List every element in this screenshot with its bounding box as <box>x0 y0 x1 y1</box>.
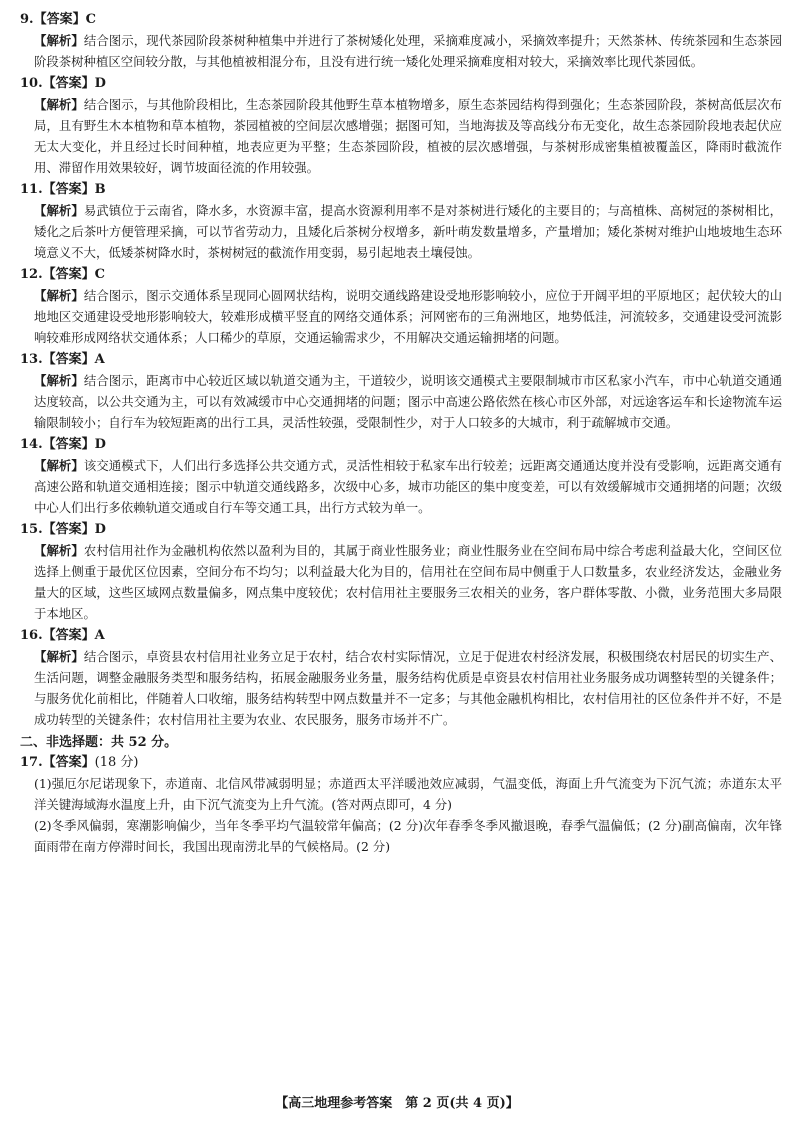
explanation <box>20 94 782 178</box>
question-11 <box>20 180 782 263</box>
page-footer: 【高三地理参考答案 第 2 页(共 4 页)】 <box>275 1096 519 1111</box>
explanation-tag: 【解析】 <box>34 458 84 473</box>
answer-page <box>20 10 782 859</box>
explanation-tag: 【解析】 <box>34 33 84 48</box>
question-12 <box>20 265 782 348</box>
answer-part-2: (2)冬季风偏弱，寒潮影响偏少，当年冬季平均气温较常年偏高；(2 分)次年春季冬季风撤退晚，春季气温偏低；(2 分)副高偏南，次年锋面雨带在南方停滞时间长，我国出现南涝北旱的气候格局。(2 分) <box>34 818 782 854</box>
question-9 <box>20 10 782 72</box>
explanation-text: 农村信用社作为金融机构依然以盈利为目的，其属于商业性服务业；商业性服务业在空间布局中综合考虑利益最大化，空间区位选择上侧重于最优区位因素，空间分布不均匀；以利益最大化为目的，信用社在空间布局中侧重于人口数量多，农业经济发达，金融业务量大的区域，这些区域网点数量偏多，网点集中度较优；农村信用社主要服务三农相关的业务，客户群体零散、小微，业务范围大多局限于本地区。 <box>34 543 783 621</box>
explanation-tag: 【解析】 <box>34 288 84 303</box>
explanation <box>20 455 782 518</box>
answer-line: 12.【答案】C <box>20 267 105 282</box>
explanation-text: 易武镇位于云南省，降水多，水资源丰富，提高水资源利用率不是对茶树进行矮化的主要目的；与高植株、高树冠的茶树相比，矮化之后茶叶方便管理采摘，可以节省劳动力，且矮化后茶树分杈增多，新叶萌发数量增多，产量增加；矮化茶树对维护山地坡地生态环境意义不大，低矮茶树降水时，茶树树冠的截流作用变弱，易引起地表土壤侵蚀。 <box>34 203 783 260</box>
explanation-text: 结合图示，与其他阶段相比，生态茶园阶段其他野生草本植物增多，原生态茶园结构得到强化；生态茶园阶段，茶树高低层次布局，且有野生木本植物和草本植物，茶园植被的空间层次感增强；据图可知，当地海拔及等高线分布无变化，故生态茶园阶段地表起伏应无太大变化，并且经过长时间种植，地表应更为平整；生态茶园阶段，植被的层次感增强，与茶树形成密集植被覆盖区，降雨时截流作用、滞留作用效果较好，调节坡面径流的作用较强。 <box>34 97 783 175</box>
question-14 <box>20 435 782 518</box>
explanation-text: 结合图示，卓资县农村信用社业务立足于农村，结合农村实际情况，立足于促进农村经济发展，积极围绕农村居民的切实生产、生活问题，调整金融服务类型和服务结构，拓展金融服务业务量，服务结构优质是卓资县农村信用社业务服务成功调整转型的关键条件；与服务优化前相比，伴随着人口收缩，服务结构转型中网点数量并不一定多；与其他金融机构相比，农村信用社的区位条件并不好，不是成功转型的关键条件；农村信用社主要为农业、农民服务，服务市场并不广。 <box>34 649 783 727</box>
explanation <box>20 646 782 730</box>
explanation <box>20 30 782 72</box>
question-15 <box>20 520 782 624</box>
answer-line <box>20 753 782 773</box>
explanation-tag: 【解析】 <box>34 373 84 388</box>
answer-line: 9.【答案】C <box>20 12 96 27</box>
explanation-tag: 【解析】 <box>34 649 84 664</box>
section-heading: 二、非选择题：共 52 分。 <box>20 735 178 750</box>
answer-line: 13.【答案】A <box>20 352 105 367</box>
question-10 <box>20 74 782 178</box>
explanation-text: 结合图示，现代茶园阶段茶树种植集中并进行了茶树矮化处理，采摘难度减小，采摘效率提升；天然茶林、传统茶园和生态茶园阶段茶树种植区空间较分散，与其他植被相混分布，且没有进行统一矮化处理采摘难度相对较大，采摘效率比现代茶园低。 <box>34 33 783 69</box>
answer-line: 11.【答案】B <box>20 182 106 197</box>
question-17 <box>20 753 782 857</box>
explanation <box>20 540 782 624</box>
question-13 <box>20 350 782 433</box>
explanation-tag: 【解析】 <box>34 543 84 558</box>
answer-part-1: (1)强厄尔尼诺现象下，赤道南、北信风带减弱明显；赤道西太平洋暖池效应减弱，气温变低，海面上升气流变为下沉气流；赤道东太平洋关键海域海水温度上升，由下沉气流变为上升气流。(答对两点即可，4 分) <box>34 776 782 812</box>
question-16 <box>20 626 782 730</box>
explanation-text: 该交通模式下，人们出行多选择公共交通方式，灵活性相较于私家车出行较差；远距离交通通达度并没有受影响，远距离交通有高速公路和轨道交通相连接；图示中轨道交通线路多，次级中心多，城市功能区的集中度变差，可以有效缓解城市交通拥堵的问题；次级中心人们出行多依赖轨道交通或自行车等交通工具，出行方式较为单一。 <box>34 458 783 515</box>
explanation <box>20 200 782 263</box>
explanation-tag: 【解析】 <box>34 97 84 112</box>
explanation <box>20 370 782 433</box>
answer-line: 15.【答案】D <box>20 522 106 537</box>
explanation-tag: 【解析】 <box>34 203 84 218</box>
answer-label: 17.【答案】 <box>20 755 95 770</box>
explanation <box>20 285 782 348</box>
answer-line: 16.【答案】A <box>20 628 105 643</box>
explanation-text: 结合图示，图示交通体系呈现同心圆网状结构，说明交通线路建设受地形影响较小，应位于开阔平坦的平原地区；起伏较大的山地地区交通建设受地形影响较大，较难形成横平竖直的网络交通体系；河网密布的三角洲地区，地势低洼，河流较多，交通建设受河流影响较难形成网络状交通体系；人口稀少的草原，交通运输需求少，不用解决交通运输拥堵的问题。 <box>34 288 783 345</box>
answer-line: 14.【答案】D <box>20 437 106 452</box>
score: (18 分) <box>94 755 139 770</box>
explanation-text: 结合图示，距离市中心较近区域以轨道交通为主，干道较少，说明该交通模式主要限制城市市区私家小汽车，市中心轨道交通通达度较高，以公共交通为主，可以有效减缓市中心交通拥堵的问题；图示中高速公路依然在核心市区外部，对远途客运车和长途物流车运输限制较小；自行车为较短距离的出行工具，灵活性较强，受限制性少，对于人口较多的大城市，利于疏解城市交通。 <box>34 373 783 430</box>
answer-line: 10.【答案】D <box>20 76 106 91</box>
